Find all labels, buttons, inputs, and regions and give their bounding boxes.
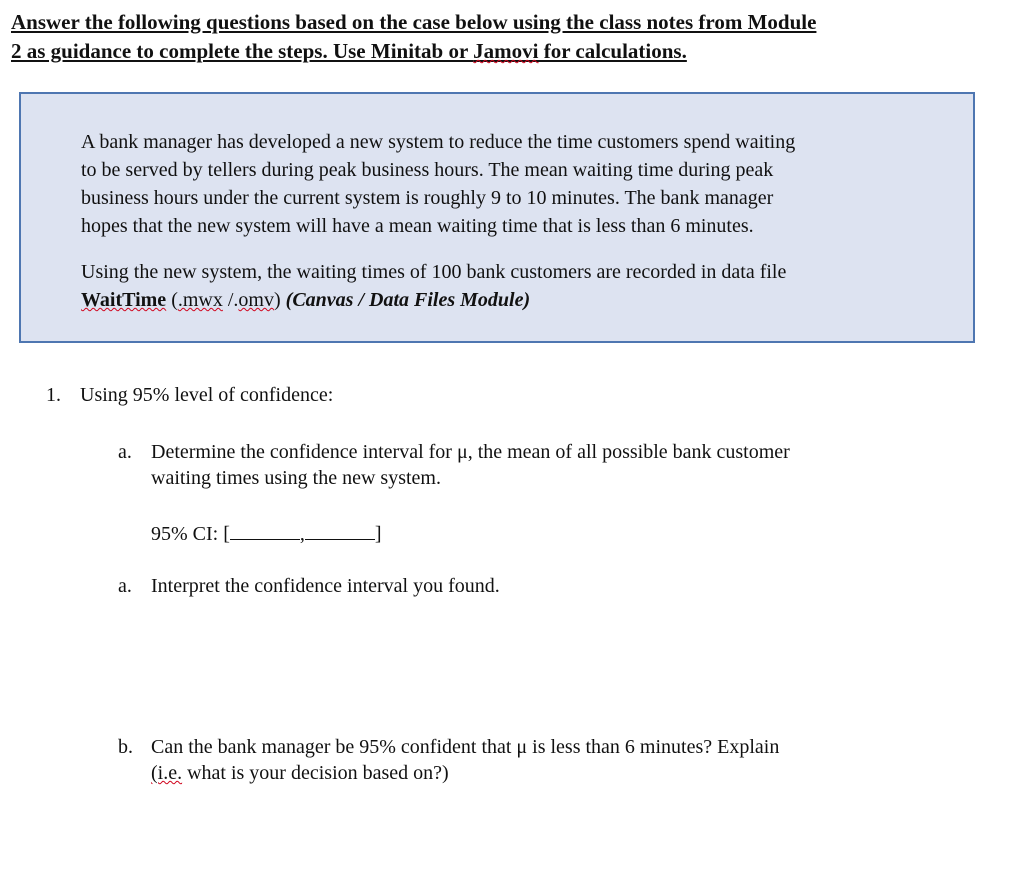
sub-question-label: a. — [118, 575, 132, 597]
case-paragraph-2 — [81, 258, 786, 314]
sub-question-text — [151, 439, 790, 491]
case-paragraph-1 — [81, 128, 795, 240]
ci-comma: , — [299, 523, 305, 545]
ci-answer-line — [151, 521, 382, 546]
instructions-line-2-start: 2 as guidance to complete the steps. Use Minitab or — [11, 39, 474, 63]
case-line: Using the new system, the waiting times of 100 bank customers are recorded in data file — [81, 261, 787, 283]
sub-question-label: a. — [118, 441, 132, 463]
file-ext-omv: omv — [238, 289, 274, 311]
sub-question-line: Can the bank manager be 95% confident that μ is less than 6 minutes? Explain — [151, 736, 780, 758]
question-number: 1. — [46, 384, 61, 406]
instructions-line-2 — [11, 37, 1011, 66]
sub-question-text — [151, 573, 500, 599]
ci-label: 95% CI: [ — [151, 523, 230, 545]
case-line: business hours under the current system is roughly 9 to 10 minutes. The bank manager — [81, 187, 774, 209]
sub-question-line: Interpret the confidence interval you found. — [151, 575, 500, 597]
case-box — [19, 92, 975, 343]
question-1 — [46, 384, 333, 407]
sub-question-line: waiting times using the new system. — [151, 467, 441, 489]
ci-upper-blank[interactable] — [305, 521, 375, 540]
ci-lower-blank[interactable] — [230, 521, 300, 540]
case-line: hopes that the new system will have a mean waiting time that is less than 6 minutes. — [81, 215, 754, 237]
data-file-name: WaitTime — [81, 289, 167, 311]
case-line: to be served by tellers during peak business hours. The mean waiting time during peak — [81, 159, 774, 181]
sub-question-line — [151, 760, 779, 786]
instructions-heading — [11, 8, 1011, 66]
instructions-line-1: Answer the following questions based on the case below using the class notes from Module — [11, 10, 817, 34]
case-file-line — [81, 286, 786, 314]
file-ext-mwx: .mwx — [177, 289, 223, 311]
file-ext-separator: /. — [222, 289, 239, 311]
sub-question-text — [151, 734, 779, 786]
sub-question-line: Determine the confidence interval for μ, the mean of all possible bank customer — [151, 441, 790, 463]
instructions-line-2-end: for calculations. — [538, 39, 687, 63]
file-ext-open: ( — [166, 289, 178, 311]
question-text: Using 95% level of confidence: — [80, 384, 334, 406]
ci-close: ] — [374, 523, 382, 545]
sub-question-label: b. — [118, 736, 133, 758]
file-ext-close: ) — [273, 289, 286, 311]
jamovi-word: Jamovi — [473, 39, 539, 63]
sub-question-line-rest: what is your decision based on?) — [182, 762, 449, 784]
data-file-location: (Canvas / Data Files Module) — [285, 289, 531, 311]
case-line: A bank manager has developed a new system to reduce the time customers spend waiting — [81, 131, 796, 153]
ie-abbrev: (i.e. — [151, 762, 183, 784]
